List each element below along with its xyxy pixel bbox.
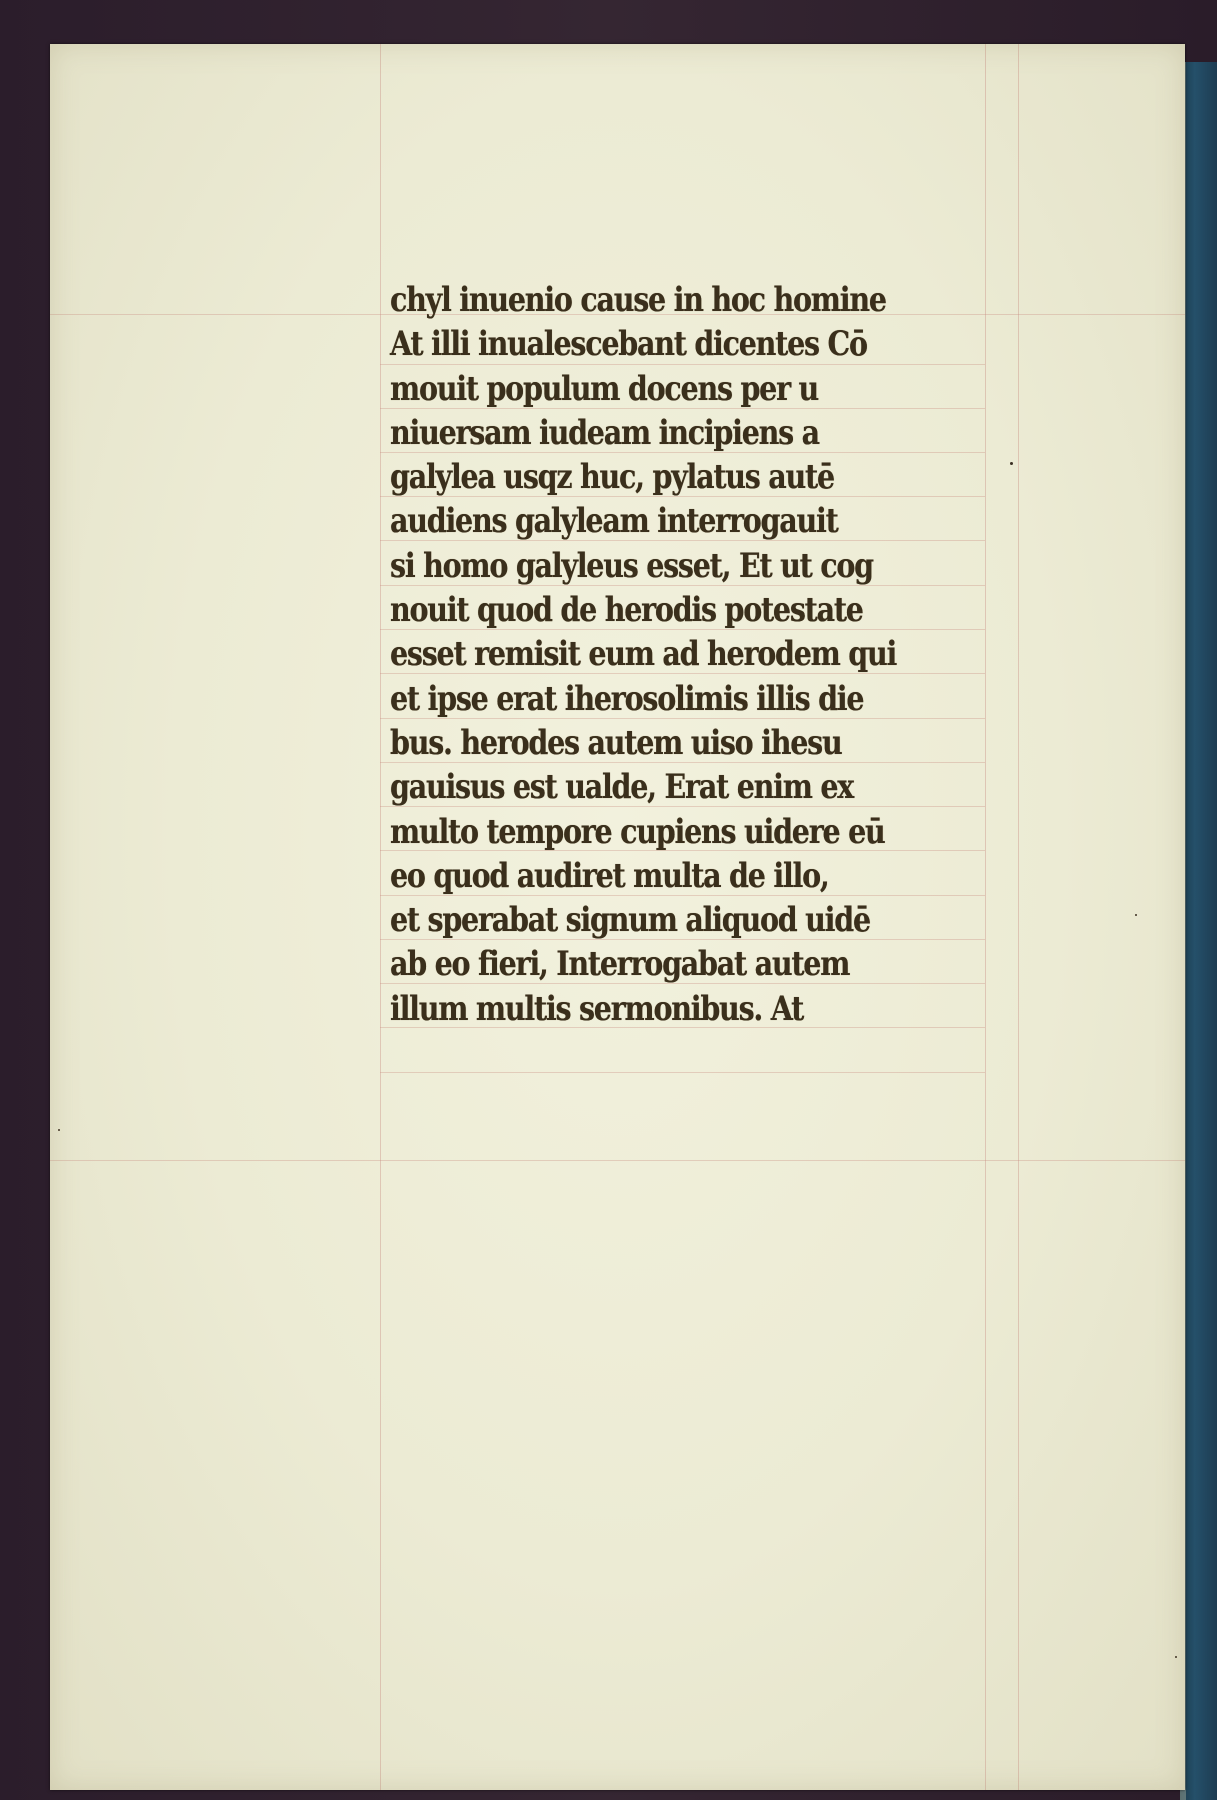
text-line: bus. herodes autem uiso ihesu <box>390 722 842 763</box>
text-line: audiens galyleam interrogauit <box>390 501 838 542</box>
text-line: nouit quod de herodis potestate <box>390 590 863 631</box>
text-line: et sperabat signum aliquod uidē <box>390 900 870 941</box>
text-line: gauisus est ualde, Erat enim ex <box>390 767 854 808</box>
manuscript-text-block <box>390 278 1020 1031</box>
text-line: ab eo fieri, Interrogabat autem <box>390 944 850 985</box>
ruling-text-line <box>380 1072 985 1073</box>
text-line: chyl inuenio cause in hoc homine <box>390 280 886 320</box>
text-line: si homo galyleus esset, Et ut cog <box>390 545 873 586</box>
text-line: mouit populum docens per u <box>390 368 819 409</box>
ruling-bottom-line <box>50 1160 1185 1161</box>
text-line: eo quod audiret multa de illo, <box>390 855 829 896</box>
text-line: galylea usqz huc, pylatus autē <box>390 457 834 498</box>
text-line: et ipse erat iherosolimis illis die <box>390 678 864 719</box>
ink-speck <box>58 1129 60 1131</box>
text-line: multo tempore cupiens uidere eū <box>390 811 885 852</box>
text-line: niuersam iudeam incipiens a <box>390 412 819 453</box>
ruling-left-bounding-line <box>380 44 381 1790</box>
ink-speck <box>1135 914 1137 916</box>
text-line: illum multis sermonibus. At <box>390 988 804 1029</box>
text-line: At illi inualescebant dicentes Cō <box>390 324 867 365</box>
ink-speck <box>1175 1656 1177 1658</box>
text-line: esset remisit eum ad herodem qui <box>390 634 897 675</box>
